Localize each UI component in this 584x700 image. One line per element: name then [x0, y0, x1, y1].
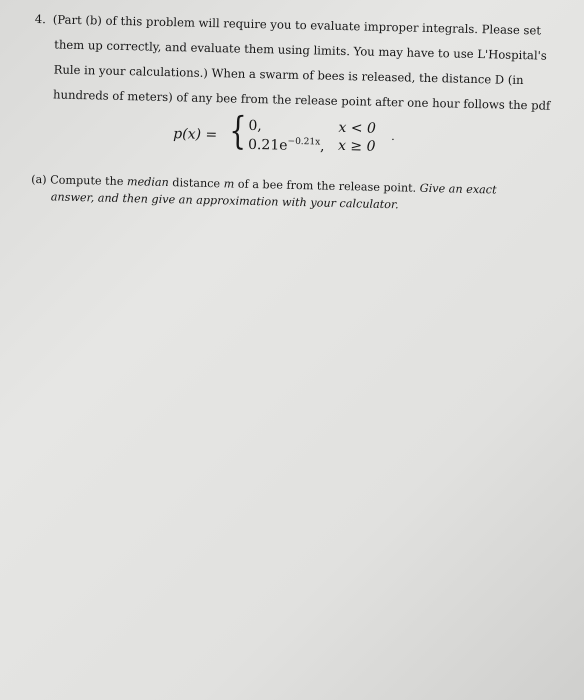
part-a-text-1: Compute the [50, 173, 124, 189]
part-a-text-3: of a bee from the release point. [237, 177, 417, 195]
part-a-instruction-1: Give an exact [419, 181, 497, 197]
part-a-text-2: distance [172, 176, 221, 191]
case-1-value: 0, [248, 117, 263, 135]
part-a-variable: m [223, 177, 235, 191]
case-1-condition: x < 0 [338, 119, 377, 137]
problem-intro-line-4: hundreds of meters) of any bee from the release point after one hour follows the pdf [52, 87, 551, 113]
part-a-instruction-2: answer, and then give an approximation with your calculator. [50, 190, 399, 212]
case-2-exponent: −0.21x [287, 136, 321, 148]
case-2-condition: x ≥ 0 [337, 137, 376, 155]
problem-intro-line-1 [34, 12, 542, 38]
pdf-equation [32, 108, 523, 163]
problem-text-1: (Part (b) of this problem will require you to evaluate improper integrals. Please set [52, 12, 542, 38]
part-a-label: (a) [31, 172, 47, 187]
case-2-value: $0.21e^{-0.21x}$, [247, 136, 325, 155]
problem-intro-line-2: them up correctly, and evaluate them using limits. You may have to use L'Hospital's [54, 37, 547, 63]
problem-4 [31, 12, 551, 215]
equation-trailing-dot: · [391, 133, 395, 147]
part-a-median: median [126, 175, 169, 190]
problem-intro-line-3: Rule in your calculations.) When a swarm of bees is released, the distance D (in [53, 62, 524, 88]
pdf-lhs: p(x) = [173, 126, 218, 144]
problem-number: 4. [34, 12, 47, 27]
piecewise-brace: { [228, 108, 247, 153]
part-a [31, 172, 522, 215]
